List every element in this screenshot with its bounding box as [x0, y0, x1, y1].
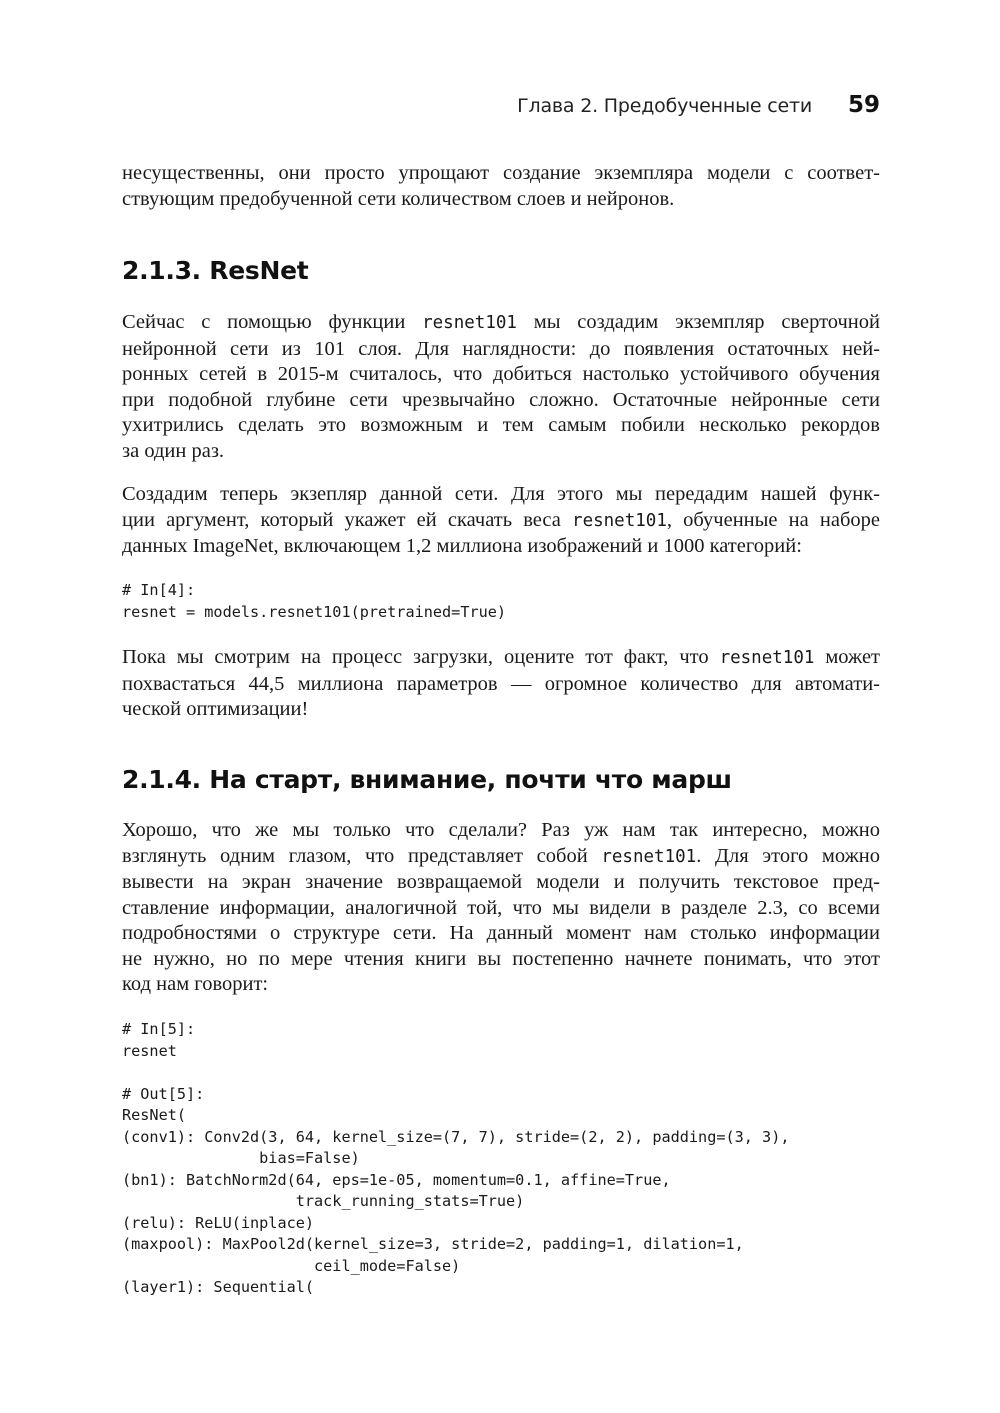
text-line: ронных сетей в 2015-м считалось, что добиться настолько устойчивого обучения	[122, 363, 880, 385]
text-line: взглянуть одним глазом, что представляет собой resnet101. Для этого можно	[122, 844, 880, 867]
book-page	[122, 0, 880, 1413]
text-line: несущественны, они просто упрощают создание экземпляра модели с соответ-	[122, 162, 880, 184]
text-line: Хорошо, что же мы только что сделали? Раз уж нам так интересно, можно	[122, 819, 880, 841]
inline-code: resnet101	[422, 313, 517, 333]
text-line: при подобной глубине сети чрезвычайно сложно. Остаточные нейронные сети	[122, 388, 880, 411]
text-line: ставление информации, аналогичной той, что мы видели в разделе 2.3, со всеми	[122, 896, 880, 919]
code-block-in4: # In[4]: resnet = models.resnet101(pretrained=True)	[122, 581, 507, 621]
text-line: за один раз.	[122, 439, 225, 462]
text-line: ческой оптимизации!	[122, 698, 309, 720]
ready-paragraph-1	[122, 818, 880, 998]
section-heading-resnet: 2.1.3. ResNet	[122, 256, 309, 285]
resnet-paragraph-3	[122, 645, 880, 723]
text-line: подробностями о структуре сети. На данный момент нам столько информации	[122, 922, 880, 944]
inline-code: resnet101	[719, 648, 815, 668]
text-line: ухитрились сделать это возможным и тем самым побили несколько рекордов	[122, 414, 880, 436]
text-line: данных ImageNet, включающем 1,2 миллиона изображений и 1000 категорий:	[122, 535, 802, 557]
page-number: 59	[847, 92, 880, 118]
text-line: похвастаться 44,5 миллиона параметров — огромное количество для автомати-	[122, 672, 880, 695]
text-line: вывести на экран значение возвращаемой модели и получить текстовое пред-	[122, 871, 880, 893]
text-line: Пока мы смотрим на процесс загрузки, оцените тот факт, что resnet101 может	[122, 646, 880, 668]
code-block-in5-out5: # In[5]: resnet # Out[5]: ResNet( (conv1): Conv2d(3, 64, kernel_size=(7, 7), stride=(2, 2), padding=(3, 3), bias=False) (bn1): BatchNorm2d(64, eps=1e-05, momentum=0.1, affine=True, track_running_stats=True) (relu): ReLU(inplace) (maxpool): MaxPool2d(kernel_size=3, stride=2, padding=1, dilation=1, ceil_mode=False) (layer1): Sequential(	[122, 1020, 790, 1296]
section-heading-ready: 2.1.4. На старт, внимание, почти что марш	[122, 765, 732, 794]
chapter-title: Глава 2. Предобученные сети	[517, 95, 812, 117]
text-line: ции аргумент, который укажет ей скачать веса resnet101, обученные на наборе	[122, 508, 880, 531]
inline-code: resnet101	[572, 510, 667, 531]
resnet-paragraph-1	[122, 310, 880, 464]
text-line: Сейчас с помощью функции resnet101 мы создадим экземпляр сверточной	[122, 311, 880, 333]
text-line: нейронной сети из 101 слоя. Для наглядности: до появления остаточных ней-	[122, 337, 880, 360]
text-line: Создадим теперь экзепляр данной сети. Для этого мы передадим нашей функ-	[122, 483, 880, 505]
resnet-paragraph-2	[122, 482, 880, 560]
running-header	[517, 92, 880, 118]
text-line: код нам говорит:	[122, 973, 269, 995]
text-line: ствующим предобученной сети количеством слоев и нейронов.	[122, 187, 675, 210]
text-line: не нужно, но по мере чтения книги вы постепенно начнете понимать, что этот	[122, 947, 880, 970]
inline-code: resnet101	[601, 846, 697, 867]
intro-paragraph	[122, 161, 880, 212]
